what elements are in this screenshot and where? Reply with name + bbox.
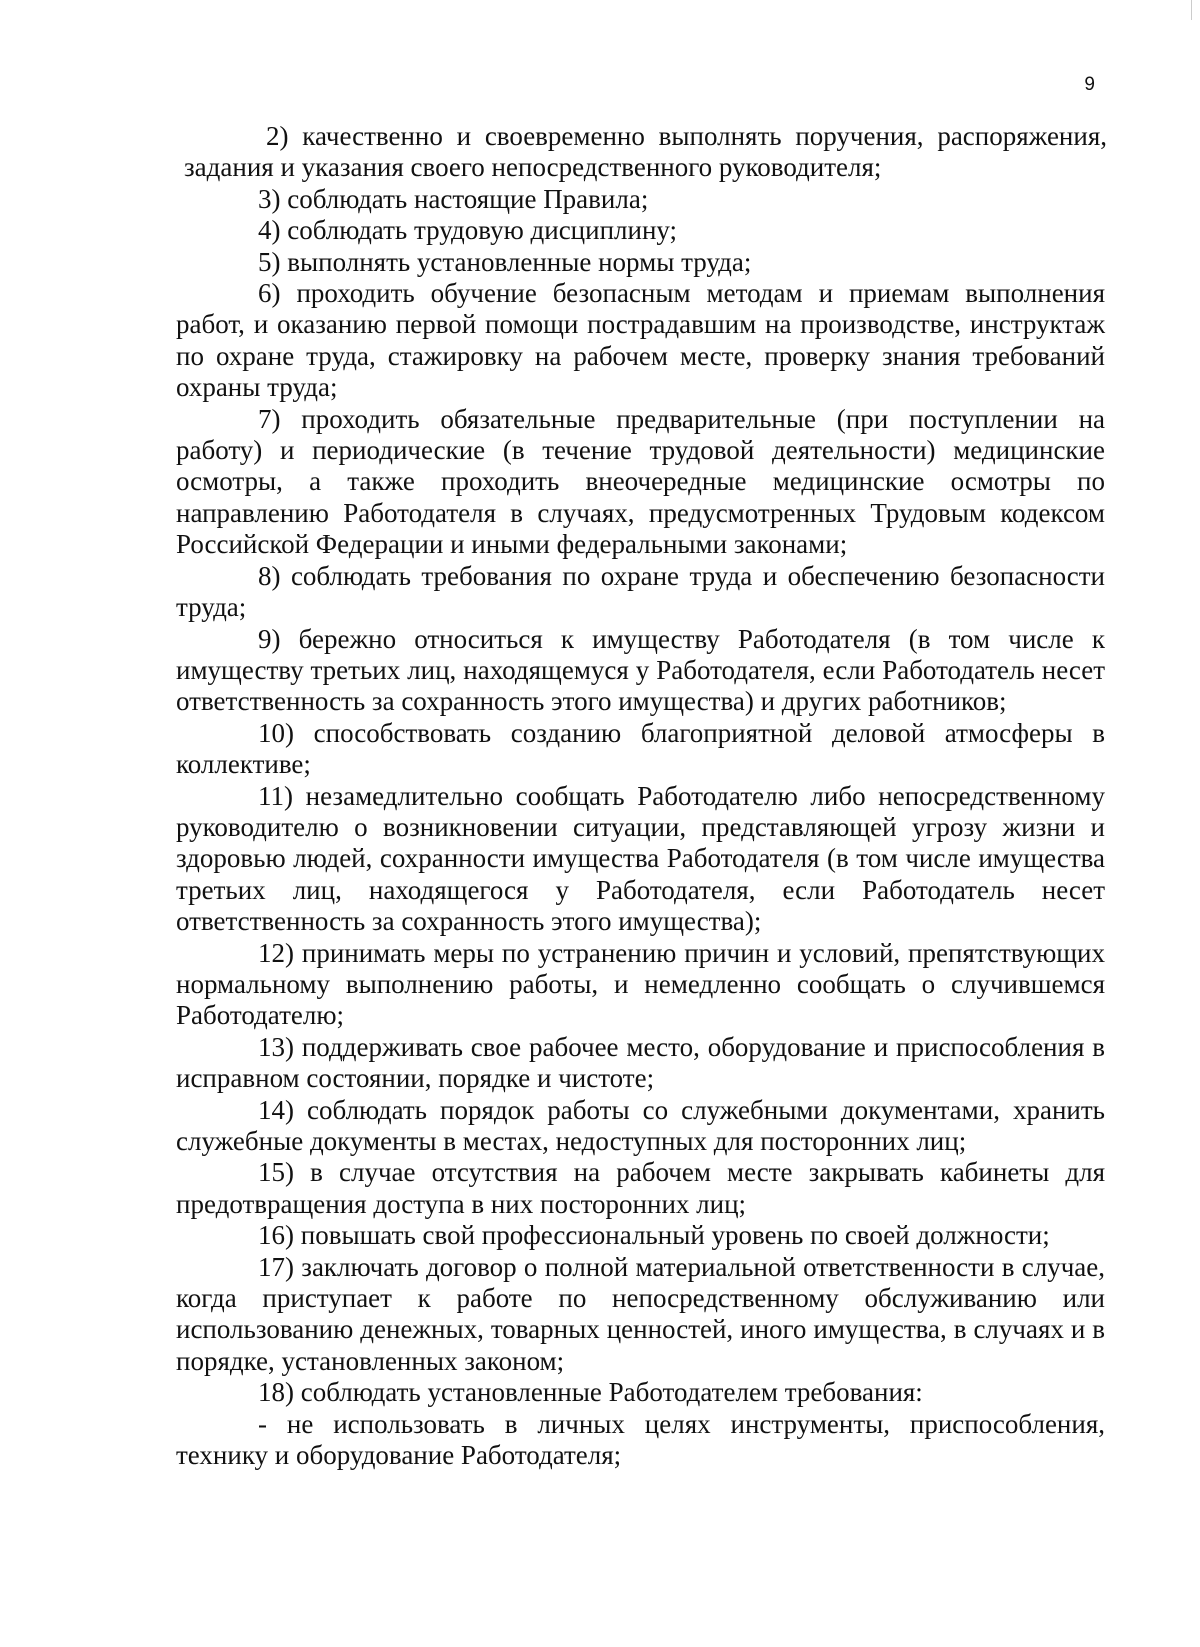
paragraph-item-14: 14) соблюдать порядок работы со служебными документами, хранить служебные документы в местах, недоступных для посторонних лиц;: [176, 1094, 1105, 1156]
paragraph-item-3: 3) соблюдать настоящие Правила;: [258, 183, 649, 214]
paragraph-item-4: 4) соблюдать трудовую дисциплину;: [258, 215, 678, 246]
paragraph-item-6: 6) проходить обучение безопасным методам и приемам выполнения работ, и оказанию первой помощи пострадавшим на производстве, инструктаж по охране труда, стажировку на рабочем месте, проверку знания требований охраны труда;: [176, 278, 1105, 403]
paragraph-item-12: 12) принимать меры по устранению причин и условий, препятствующих нормальному выполнению работы, и немедленно сообщать о случившемся Работодателю;: [176, 937, 1105, 1031]
paragraph-item-18: 18) соблюдать установленные Работодателем требования:: [258, 1377, 923, 1408]
paragraph-item-11: 11) незамедлительно сообщать Работодателю либо непосредственному руководителю о возникновении ситуации, представляющей угрозу жизни и здоровью людей, сохранности имущества Работодателя (в том числе имущества третьих лиц, находящегося у Работодателя, если Работодатель несет ответственность за сохранность этого имущества);: [176, 780, 1105, 937]
paragraph-item-2: 2) качественно и своевременно выполнять поручения, распоряжения, задания и указания своего непосредственного руководителя;: [184, 121, 1107, 183]
page-number: 9: [1084, 74, 1095, 95]
document-body: [176, 121, 1105, 1471]
paragraph-item-15: 15) в случае отсутствия на рабочем месте закрывать кабинеты для предотвращения доступа в них посторонних лиц;: [176, 1157, 1105, 1219]
scan-edge-mark: [1191, 0, 1192, 20]
paragraph-item-7: 7) проходить обязательные предварительные (при поступлении на работу) и периодические (в течение трудовой деятельности) медицинские осмотры, а также проходить внеочередные медицинские осмотры по направлению Работодателя в случаях, предусмотренных Трудовым кодексом Российской Федерации и иными федеральными законами;: [176, 403, 1105, 560]
paragraph-subitem-dash: - не использовать в личных целях инструменты, приспособления, технику и оборудование Работодателя;: [176, 1408, 1105, 1471]
paragraph-item-17: 17) заключать договор о полной материальной ответственности в случае, когда приступает к работе по непосредственному обслуживанию или использованию денежных, товарных ценностей, иного имущества, в случаях и в порядке, установленных законом;: [176, 1251, 1105, 1376]
paragraph-item-9: 9) бережно относиться к имуществу Работодателя (в том числе к имуществу третьих лиц, находящемуся у Работодателя, если Работодатель несет ответственность за сохранность этого имущества) и других работников;: [176, 623, 1105, 717]
paragraph-item-5: 5) выполнять установленные нормы труда;: [258, 246, 752, 277]
paragraph-item-16: 16) повышать свой профессиональный уровень по своей должности;: [258, 1220, 1050, 1251]
paragraph-item-13: 13) поддерживать свое рабочее место, оборудование и приспособления в исправном состоянии, порядке и чистоте;: [176, 1031, 1105, 1094]
paragraph-item-8: 8) соблюдать требования по охране труда и обеспечению безопасности труда;: [176, 560, 1105, 623]
paragraph-item-10: 10) способствовать созданию благоприятной деловой атмосферы в коллективе;: [176, 717, 1105, 780]
